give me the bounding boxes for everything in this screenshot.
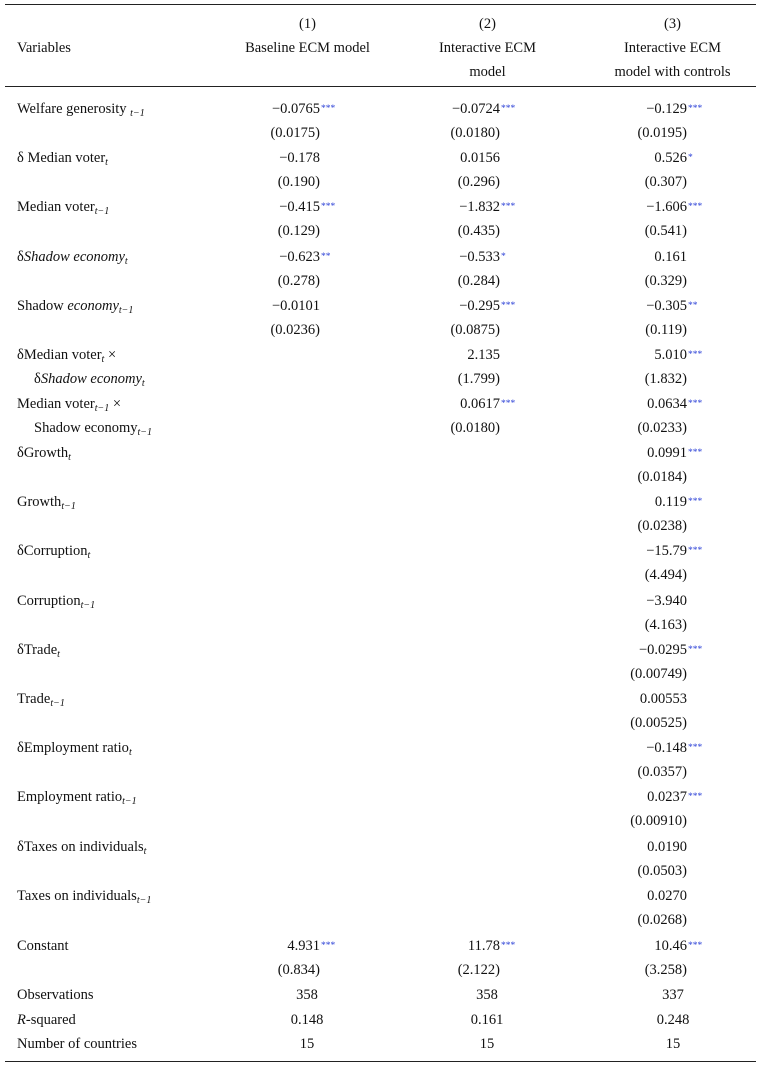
std-error-cell xyxy=(637,861,687,881)
column-title: Interactive ECM xyxy=(623,40,722,56)
label-text: Shadow xyxy=(17,298,68,314)
std-error-cell xyxy=(278,221,320,241)
cell-value: 15 xyxy=(299,1036,315,1052)
label-subscript: t xyxy=(124,256,128,267)
std-error-cell xyxy=(645,221,687,241)
bottom-rule xyxy=(5,1061,756,1062)
label-subscript: t xyxy=(128,747,132,758)
cell-value: (0.541) xyxy=(644,223,687,239)
label-subscript: t−1 xyxy=(94,206,110,217)
cell-value: (0.119) xyxy=(645,322,687,338)
std-error-cell xyxy=(637,467,687,487)
std-error-cell xyxy=(270,320,320,340)
cell-value: 2.135 xyxy=(467,347,500,363)
significance-stars: *** xyxy=(688,743,703,753)
label-text: δGrowth xyxy=(17,445,69,461)
row-label xyxy=(17,591,95,611)
footer-value xyxy=(267,985,347,1005)
row-label xyxy=(17,99,145,119)
column-title: Interactive ECM xyxy=(438,40,537,56)
cell-value: (0.278) xyxy=(277,273,320,289)
footer-label xyxy=(17,1034,137,1054)
label-text: Shadow economy xyxy=(34,420,138,436)
row-label xyxy=(17,936,69,956)
cell-value: (0.129) xyxy=(277,223,320,239)
cell-value: (0.296) xyxy=(457,174,500,190)
cell-value: (0.834) xyxy=(277,962,320,978)
std-error-cell xyxy=(458,369,500,389)
significance-stars: *** xyxy=(688,202,703,212)
significance-stars: *** xyxy=(688,941,703,951)
cell-value: 15 xyxy=(665,1036,681,1052)
cell-value: (0.0180) xyxy=(450,420,500,436)
cell-value: 337 xyxy=(662,987,684,1003)
cell-value: 358 xyxy=(296,987,318,1003)
coefficient-cell xyxy=(654,345,703,365)
std-error-cell xyxy=(645,565,687,585)
significance-stars: *** xyxy=(688,792,703,802)
label-subscript: t−1 xyxy=(130,108,145,119)
std-error-cell xyxy=(458,221,500,241)
label-text: -squared xyxy=(25,1012,76,1028)
label-text: Observations xyxy=(17,987,94,1003)
coefficient-cell xyxy=(640,689,687,709)
cell-value: (0.00525) xyxy=(630,715,687,731)
coefficient-cell xyxy=(272,296,320,316)
significance-stars: *** xyxy=(688,104,703,114)
label-subscript: t xyxy=(143,846,147,857)
cell-value: −0.623 xyxy=(279,249,320,265)
label-subscript: t xyxy=(101,354,105,365)
cell-value: −0.305 xyxy=(646,298,687,314)
coefficient-cell xyxy=(654,936,703,956)
significance-stars: *** xyxy=(688,497,703,507)
cell-value: (2.122) xyxy=(457,962,500,978)
cell-value: 0.526 xyxy=(654,150,687,166)
cell-value: (1.832) xyxy=(644,371,687,387)
coefficient-cell xyxy=(638,640,703,660)
column-title-2: model xyxy=(469,64,506,80)
label-text: Constant xyxy=(17,938,69,954)
row-label xyxy=(17,886,151,906)
coefficient-cell xyxy=(646,591,687,611)
cell-value: 10.46 xyxy=(654,938,687,954)
row-label xyxy=(17,345,116,365)
coefficient-cell xyxy=(460,394,516,414)
label-text: Median voter xyxy=(17,396,95,412)
cell-value: 0.0634 xyxy=(647,396,687,412)
cell-value: (1.799) xyxy=(457,371,500,387)
coefficient-cell xyxy=(467,345,500,365)
label-italic: Shadow economy xyxy=(40,371,142,387)
label-subscript: t xyxy=(105,157,108,168)
significance-stars: *** xyxy=(321,104,336,114)
coefficient-cell xyxy=(654,247,687,267)
std-error-cell xyxy=(630,664,687,684)
variables-header: Variables xyxy=(17,40,71,56)
coefficient-cell xyxy=(451,99,516,119)
label-subscript: t xyxy=(141,378,145,389)
cell-value: (0.0236) xyxy=(270,322,320,338)
coefficient-cell xyxy=(646,541,703,561)
column-number: (2) xyxy=(479,16,496,32)
label-text: δ Median voter xyxy=(17,150,106,166)
std-error-cell xyxy=(458,172,500,192)
cell-value: (0.329) xyxy=(644,273,687,289)
coefficient-cell xyxy=(279,197,336,217)
label-subscript: t−1 xyxy=(61,501,76,512)
cell-value: −0.0765 xyxy=(271,101,320,117)
row-label xyxy=(17,837,146,857)
std-error-cell xyxy=(270,123,320,143)
significance-stars: *** xyxy=(688,448,703,458)
footer-value xyxy=(447,1034,527,1054)
cell-value: −0.129 xyxy=(646,101,687,117)
label-text: δTaxes on individuals xyxy=(17,839,144,855)
coefficient-cell xyxy=(654,492,703,512)
cell-value: −1.832 xyxy=(459,199,500,215)
column-title-2: model with controls xyxy=(614,64,731,80)
label-text: δ xyxy=(34,371,41,387)
cell-value: (0.0180) xyxy=(450,125,500,141)
footer-value xyxy=(267,1010,347,1030)
cell-value: 0.0237 xyxy=(647,789,687,805)
row-label xyxy=(17,394,121,414)
cell-value: (0.00749) xyxy=(630,666,687,682)
coefficient-cell xyxy=(287,936,336,956)
row-label xyxy=(17,247,128,267)
cell-value: 15 xyxy=(479,1036,495,1052)
label-text: Employment ratio xyxy=(17,789,123,805)
cell-value: 5.010 xyxy=(654,347,687,363)
coefficient-cell xyxy=(646,197,703,217)
row-label xyxy=(17,787,137,807)
label-text: Taxes on individuals xyxy=(17,888,137,904)
cell-value: (0.307) xyxy=(644,174,687,190)
cell-value: −0.148 xyxy=(646,740,687,756)
std-error-cell xyxy=(645,172,687,192)
label-subscript: t−1 xyxy=(94,403,110,414)
cell-value: (0.0238) xyxy=(637,518,687,534)
cell-value: (0.00910) xyxy=(630,813,687,829)
significance-stars: *** xyxy=(501,202,516,212)
significance-stars: * xyxy=(501,252,506,262)
significance-stars: *** xyxy=(501,104,516,114)
cell-value: 358 xyxy=(476,987,498,1003)
coefficient-cell xyxy=(647,443,703,463)
column-header-1 xyxy=(225,12,390,60)
row-label xyxy=(17,296,133,316)
coefficient-cell xyxy=(646,738,703,758)
coefficient-cell xyxy=(647,886,687,906)
std-error-cell xyxy=(450,123,500,143)
cell-value: −0.0101 xyxy=(271,298,320,314)
cell-value: −0.178 xyxy=(279,150,320,166)
cell-value: −0.0295 xyxy=(638,642,687,658)
cell-value: (0.0184) xyxy=(637,469,687,485)
std-error-cell xyxy=(645,369,687,389)
significance-stars: *** xyxy=(321,202,336,212)
column-header-2 xyxy=(410,12,565,84)
std-error-cell xyxy=(645,615,687,635)
significance-stars: ** xyxy=(321,252,331,262)
label-text: Median voter xyxy=(17,199,95,215)
label-text: δEmployment ratio xyxy=(17,740,129,756)
std-error-cell xyxy=(637,123,687,143)
row-label-line2 xyxy=(34,418,152,438)
cell-value: −0.533 xyxy=(459,249,500,265)
label-text: δTrade xyxy=(17,642,58,658)
std-error-cell xyxy=(450,320,500,340)
cell-value: 0.161 xyxy=(470,1012,504,1028)
label-italic: Shadow economy xyxy=(23,249,125,265)
footer-value xyxy=(447,1010,527,1030)
row-label xyxy=(17,541,90,561)
row-label xyxy=(17,640,60,660)
label-text: Corruption xyxy=(17,593,81,609)
label-subscript: t xyxy=(68,452,71,463)
row-label xyxy=(17,197,109,217)
std-error-cell xyxy=(645,960,687,980)
significance-stars: *** xyxy=(501,301,516,311)
std-error-cell xyxy=(278,172,320,192)
cell-value: (0.0195) xyxy=(637,125,687,141)
significance-stars: *** xyxy=(688,350,703,360)
label-text: δMedian voter xyxy=(17,347,102,363)
significance-stars: *** xyxy=(688,645,703,655)
label-text: Trade xyxy=(17,691,51,707)
std-error-cell xyxy=(450,418,500,438)
coefficient-cell xyxy=(467,936,516,956)
header-rule xyxy=(5,86,756,87)
cell-value: (0.0875) xyxy=(450,322,500,338)
cell-value: (3.258) xyxy=(644,962,687,978)
coefficient-cell xyxy=(647,837,687,857)
cell-value: 0.119 xyxy=(654,494,687,510)
cell-value: 4.931 xyxy=(287,938,320,954)
label-text: δCorruption xyxy=(17,543,88,559)
std-error-cell xyxy=(458,960,500,980)
std-error-cell xyxy=(278,960,320,980)
cell-value: 0.0991 xyxy=(647,445,687,461)
std-error-cell xyxy=(458,271,500,291)
significance-stars: *** xyxy=(501,399,516,409)
std-error-cell xyxy=(630,713,687,733)
coefficient-cell xyxy=(279,148,320,168)
cell-value: 0.00553 xyxy=(639,691,687,707)
std-error-cell xyxy=(637,418,687,438)
cell-value: (0.190) xyxy=(277,174,320,190)
label-subscript: t−1 xyxy=(122,796,137,807)
label-suffix: × xyxy=(109,396,122,412)
column-header-3 xyxy=(590,12,755,84)
footer-label xyxy=(17,985,94,1005)
row-label xyxy=(17,738,132,758)
cell-value: 11.78 xyxy=(467,938,500,954)
cell-value: (0.284) xyxy=(457,273,500,289)
cell-value: 0.0190 xyxy=(647,839,687,855)
cell-value: 0.248 xyxy=(656,1012,690,1028)
column-title: Baseline ECM model xyxy=(245,40,370,56)
cell-value: (0.0503) xyxy=(637,863,687,879)
cell-value: (4.494) xyxy=(644,567,687,583)
coefficient-cell xyxy=(459,197,516,217)
label-subscript: t xyxy=(57,649,60,660)
label-subscript: t−1 xyxy=(118,305,134,316)
coefficient-cell xyxy=(647,394,703,414)
row-label xyxy=(17,689,65,709)
cell-value: (0.0357) xyxy=(637,764,687,780)
column-number: (3) xyxy=(664,16,681,32)
coefficient-cell xyxy=(654,148,693,168)
label-text: δ xyxy=(17,249,24,265)
cell-value: −0.295 xyxy=(459,298,500,314)
std-error-cell xyxy=(645,320,687,340)
footer-label xyxy=(17,1010,76,1030)
coefficient-cell xyxy=(271,99,336,119)
coefficient-cell xyxy=(460,148,500,168)
std-error-cell xyxy=(637,516,687,536)
cell-value: −15.79 xyxy=(646,543,687,559)
significance-stars: *** xyxy=(321,941,336,951)
footer-value xyxy=(633,1034,713,1054)
cell-value: (0.0233) xyxy=(637,420,687,436)
footer-value xyxy=(267,1034,347,1054)
cell-value: −0.0724 xyxy=(451,101,500,117)
cell-value: (0.0268) xyxy=(637,912,687,928)
label-subscript: t−1 xyxy=(80,600,96,611)
cell-value: −0.415 xyxy=(279,199,320,215)
coefficient-cell xyxy=(646,99,703,119)
coefficient-cell xyxy=(646,296,698,316)
coefficient-cell xyxy=(279,247,331,267)
cell-value: 0.161 xyxy=(654,249,687,265)
footer-value xyxy=(633,1010,713,1030)
row-label xyxy=(17,148,108,168)
coefficient-cell xyxy=(459,247,506,267)
footer-value xyxy=(447,985,527,1005)
footer-value xyxy=(633,985,713,1005)
significance-stars: *** xyxy=(688,546,703,556)
cell-value: 0.0156 xyxy=(460,150,500,166)
significance-stars: *** xyxy=(501,941,516,951)
top-rule xyxy=(5,4,756,5)
std-error-cell xyxy=(637,910,687,930)
significance-stars: ** xyxy=(688,301,698,311)
cell-value: 0.0270 xyxy=(647,888,687,904)
row-label-line2 xyxy=(34,369,145,389)
cell-value: (0.435) xyxy=(457,223,500,239)
significance-stars: *** xyxy=(688,399,703,409)
column-number: (1) xyxy=(299,16,316,32)
label-text: Welfare generosity xyxy=(17,101,131,117)
label-subscript: t−1 xyxy=(137,427,153,438)
std-error-cell xyxy=(637,762,687,782)
cell-value: −3.940 xyxy=(646,593,687,609)
label-subscript: t xyxy=(87,550,91,561)
cell-value: 0.0617 xyxy=(460,396,500,412)
std-error-cell xyxy=(630,811,687,831)
row-label xyxy=(17,492,76,512)
label-italic: R xyxy=(17,1012,26,1028)
std-error-cell xyxy=(278,271,320,291)
label-subscript: t−1 xyxy=(50,698,65,709)
std-error-cell xyxy=(645,271,687,291)
coefficient-cell xyxy=(459,296,516,316)
significance-stars: * xyxy=(688,153,693,163)
label-subscript: t−1 xyxy=(136,895,152,906)
label-text: Number of countries xyxy=(17,1036,137,1052)
cell-value: (4.163) xyxy=(644,617,687,633)
cell-value: (0.0175) xyxy=(270,125,320,141)
row-label xyxy=(17,443,71,463)
label-italic: economy xyxy=(67,298,119,314)
cell-value: 0.148 xyxy=(290,1012,324,1028)
label-suffix: × xyxy=(104,347,117,363)
label-text: Growth xyxy=(17,494,62,510)
cell-value: −1.606 xyxy=(646,199,687,215)
coefficient-cell xyxy=(647,787,703,807)
